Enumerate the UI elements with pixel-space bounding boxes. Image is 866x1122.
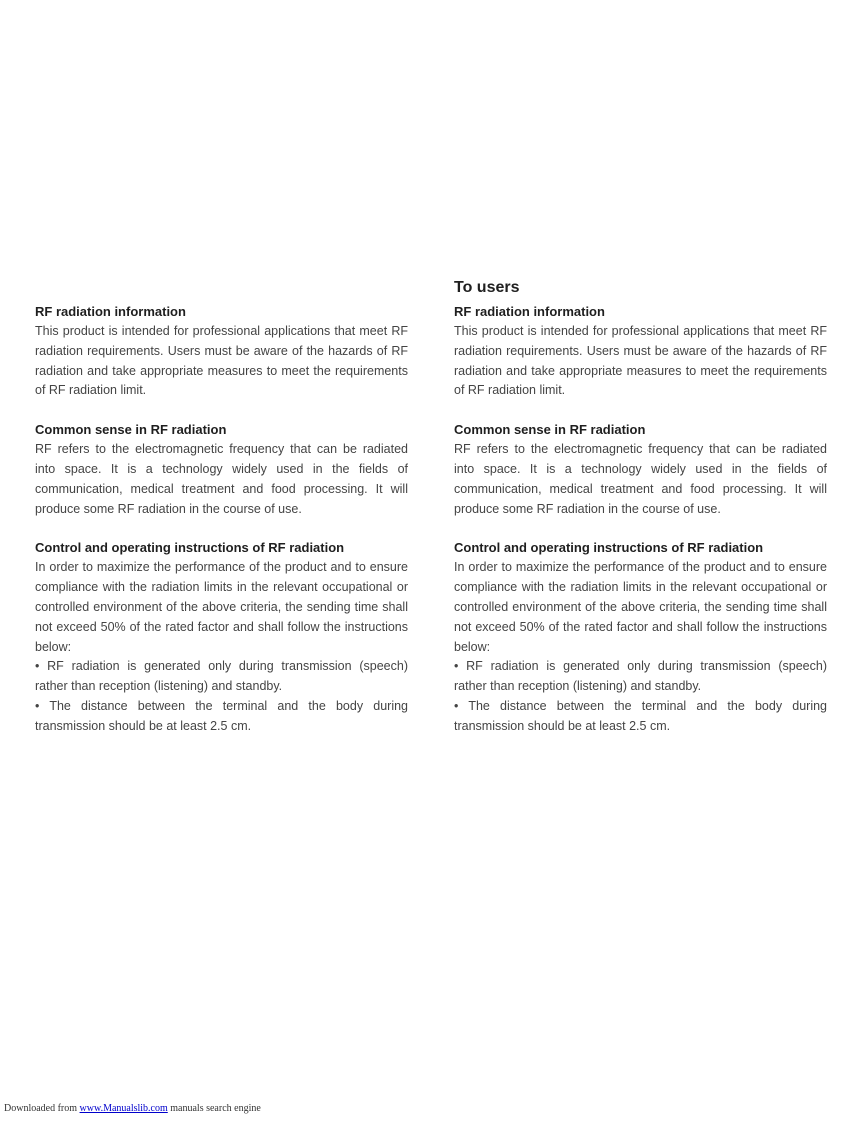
section-control-instructions — [35, 538, 408, 736]
section-control-instructions — [454, 538, 827, 736]
download-footer — [4, 1103, 261, 1114]
paragraph: In order to maximize the performance of the product and to ensure compliance with the radiation limits in the relevant occupational or controlled environment of the above criteria, the sending time shall not exceed 50% of the rated factor and shall follow the instructions below: — [454, 560, 827, 654]
section-title: Common sense in RF radiation — [35, 422, 227, 438]
manualslib-link[interactable]: www.Manualslib.com — [79, 1103, 168, 1114]
section-rf-radiation-information — [35, 302, 408, 401]
bullet-item: • RF radiation is generated only during transmission (speech) rather than reception (listening) and standby. — [454, 659, 827, 694]
bullet-item: • The distance between the terminal and the body during transmission should be at least 2.5 cm. — [454, 698, 827, 733]
paragraph: RF refers to the electromagnetic frequency that can be radiated into space. It is a technology widely used in the fields of communication, medical treatment and food processing. It will produce some RF radiation in the course of use. — [35, 442, 408, 516]
section-rf-radiation-information — [454, 302, 827, 401]
section-common-sense — [35, 420, 408, 519]
page-title: To users — [454, 279, 520, 296]
paragraph: RF refers to the electromagnetic frequency that can be radiated into space. It is a technology widely used in the fields of communication, medical treatment and food processing. It will produce some RF radiation in the course of use. — [454, 442, 827, 516]
bullet-item: • RF radiation is generated only during transmission (speech) rather than reception (listening) and standby. — [35, 659, 408, 694]
section-title: RF radiation information — [35, 304, 186, 319]
paragraph: This product is intended for professional applications that meet RF radiation requirements. Users must be aware of the hazards of RF radiation and take appropriate measures to meet the requirements of RF radiation limit. — [35, 324, 408, 398]
section-title: RF radiation information — [454, 304, 605, 319]
paragraph: This product is intended for professional applications that meet RF radiation requirements. Users must be aware of the hazards of RF radiation and take appropriate measures to meet the requirements of RF radiation limit. — [454, 324, 827, 398]
section-title: Control and operating instructions of RF radiation — [454, 540, 764, 556]
section-common-sense — [454, 420, 827, 519]
section-title: Control and operating instructions of RF radiation — [35, 540, 345, 556]
right-column — [454, 278, 827, 756]
footer-suffix: manuals search engine — [170, 1103, 261, 1114]
section-title: Common sense in RF radiation — [454, 422, 646, 438]
paragraph: In order to maximize the performance of the product and to ensure compliance with the radiation limits in the relevant occupational or controlled environment of the above criteria, the sending time shall not exceed 50% of the rated factor and shall follow the instructions below: — [35, 560, 408, 654]
bullet-item: • The distance between the terminal and the body during transmission should be at least 2.5 cm. — [35, 698, 408, 733]
left-column — [35, 302, 408, 756]
footer-prefix: Downloaded from — [4, 1103, 78, 1114]
